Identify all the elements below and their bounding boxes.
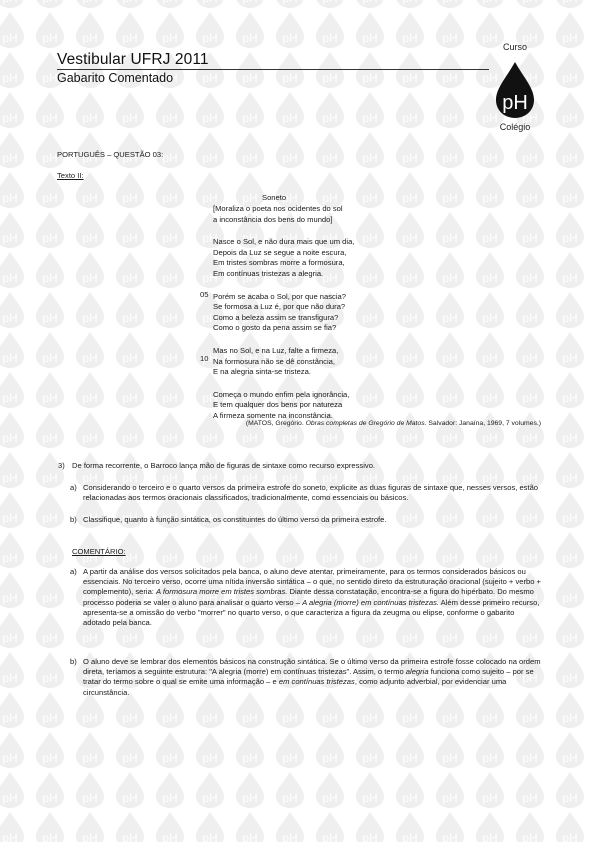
ph-drop-icon — [494, 60, 536, 120]
verse-line: E na alegria sinta-se tristeza. — [213, 367, 311, 377]
curso-ph-logo — [489, 40, 541, 136]
verse-line: Se formosa a Luz é, por que não dura? — [213, 302, 346, 312]
verse-line: E tem qualquer dos bens por natureza — [213, 400, 343, 410]
section-label: PORTUGUÊS – QUESTÃO 03: — [57, 150, 164, 159]
verse-line: Em tristes sombras morre a formosura, — [213, 258, 345, 268]
verse-line: Mas no Sol, e na Luz, falte a firmeza, — [213, 345, 339, 355]
question-a-text: Considerando o terceiro e o quarto versos da primeira estrofe do soneto, explicite as duas figuras de sintaxe que, nesses versos, estão relacionadas aos termos oracionais classificados, tradicionalmente, como essenciais ou básicos. — [83, 483, 539, 503]
epigraph-line: a inconstância dos bens do mundo] — [213, 214, 333, 224]
poem — [213, 204, 354, 422]
texto-label: Texto II: — [57, 171, 84, 180]
question-number: 3) — [58, 461, 65, 470]
source-prefix: (MATOS, Gregório. — [245, 420, 306, 427]
logo-top-text: Curso — [502, 42, 527, 52]
page-subtitle: Gabarito Comentado — [57, 71, 174, 85]
verse-line: Como a beleza assim se transfigura? — [213, 312, 339, 322]
comentario-a-text: A partir da análise dos versos solicitados pela banca, o aluno deve atentar, primeiramente, para os termos considerados básicos ou essenciais. No terceiro verso, ocorre uma nítida inversão sintática – o que, no sentido direto da estruturação oracional (sujeito + verbo + complemento), seria: A formosura morre em tristes sombras. Diante dessa constatação, encontra-se a figura do hipérbato. Do mesmo processo poderia se valer o aluno para analisar o quarto verso – A alegria (morre) em contínuas tristezas. Além desse primeiro recurso, apresenta-se a omissão do verbo "morrer" no quarto verso, o que caracteriza a figura da zeugma ou elipse, conforme o gabarito adotado pela banca. — [83, 567, 541, 628]
source-suffix: Salvador: Janaína, 1969, 7 volumes.) — [426, 420, 541, 427]
verse-line: Em contínuas tristezas a alegria. — [213, 268, 324, 278]
logo-bottom-text: Colégio — [499, 122, 531, 132]
logo-mark-text: pH — [502, 92, 528, 114]
comentario-b-label: b) — [70, 657, 77, 666]
question-b-text: Classifique, quanto à função sintática, os constituintes do último verso da primeira estrofe. — [83, 515, 387, 524]
question-b-label: b) — [70, 515, 77, 524]
poem-title: Soneto — [262, 193, 287, 202]
line-number: 10 — [200, 354, 209, 363]
verse-line: Começa o mundo enfim pela ignorância, — [213, 389, 350, 399]
header-divider — [57, 69, 489, 70]
verse-line: Como o gosto da pena assim se fia? — [213, 323, 337, 333]
poem-source — [225, 419, 541, 429]
question-a-label: a) — [70, 483, 77, 492]
verse-line: Depois da Luz se segue a noite escura, — [213, 247, 347, 257]
source-title: Obras completas de Gregório de Matos. — [305, 420, 427, 427]
verse-line: Nasce o Sol, e não dura mais que um dia, — [213, 237, 355, 247]
comentario-a-label: a) — [70, 567, 77, 576]
comentario-b-text: O aluno deve se lembrar dos elementos básicos na construção sintática. Se o último verso da primeira estrofe fosse colocado na ordem direta, teríamos a seguinte estrutura: "A alegria (morre) em contínuas tristezas". Assim, o termo alegria funciona como sujeito – por se tratar do termo sobre o qual se emite uma informação – e em contínuas tristezas, como adjunto adverbial, por evidenciar uma circunstância. — [83, 657, 541, 697]
verse-line: Porém se acaba o Sol, por que nascia? — [213, 291, 346, 301]
verse-line: A firmeza somente na inconstância. — [213, 410, 333, 420]
epigraph-line: [Moraliza o poeta nos ocidentes do sol — [213, 204, 343, 213]
page-title: Vestibular UFRJ 2011 — [57, 51, 209, 68]
line-number: 05 — [200, 290, 209, 299]
comentario-heading: COMENTÁRIO: — [72, 547, 126, 556]
question-text: De forma recorrente, o Barroco lança mão de figuras de sintaxe como recurso expressivo. — [72, 461, 376, 470]
verse-line: Na formosura não se dê constância, — [213, 356, 335, 366]
